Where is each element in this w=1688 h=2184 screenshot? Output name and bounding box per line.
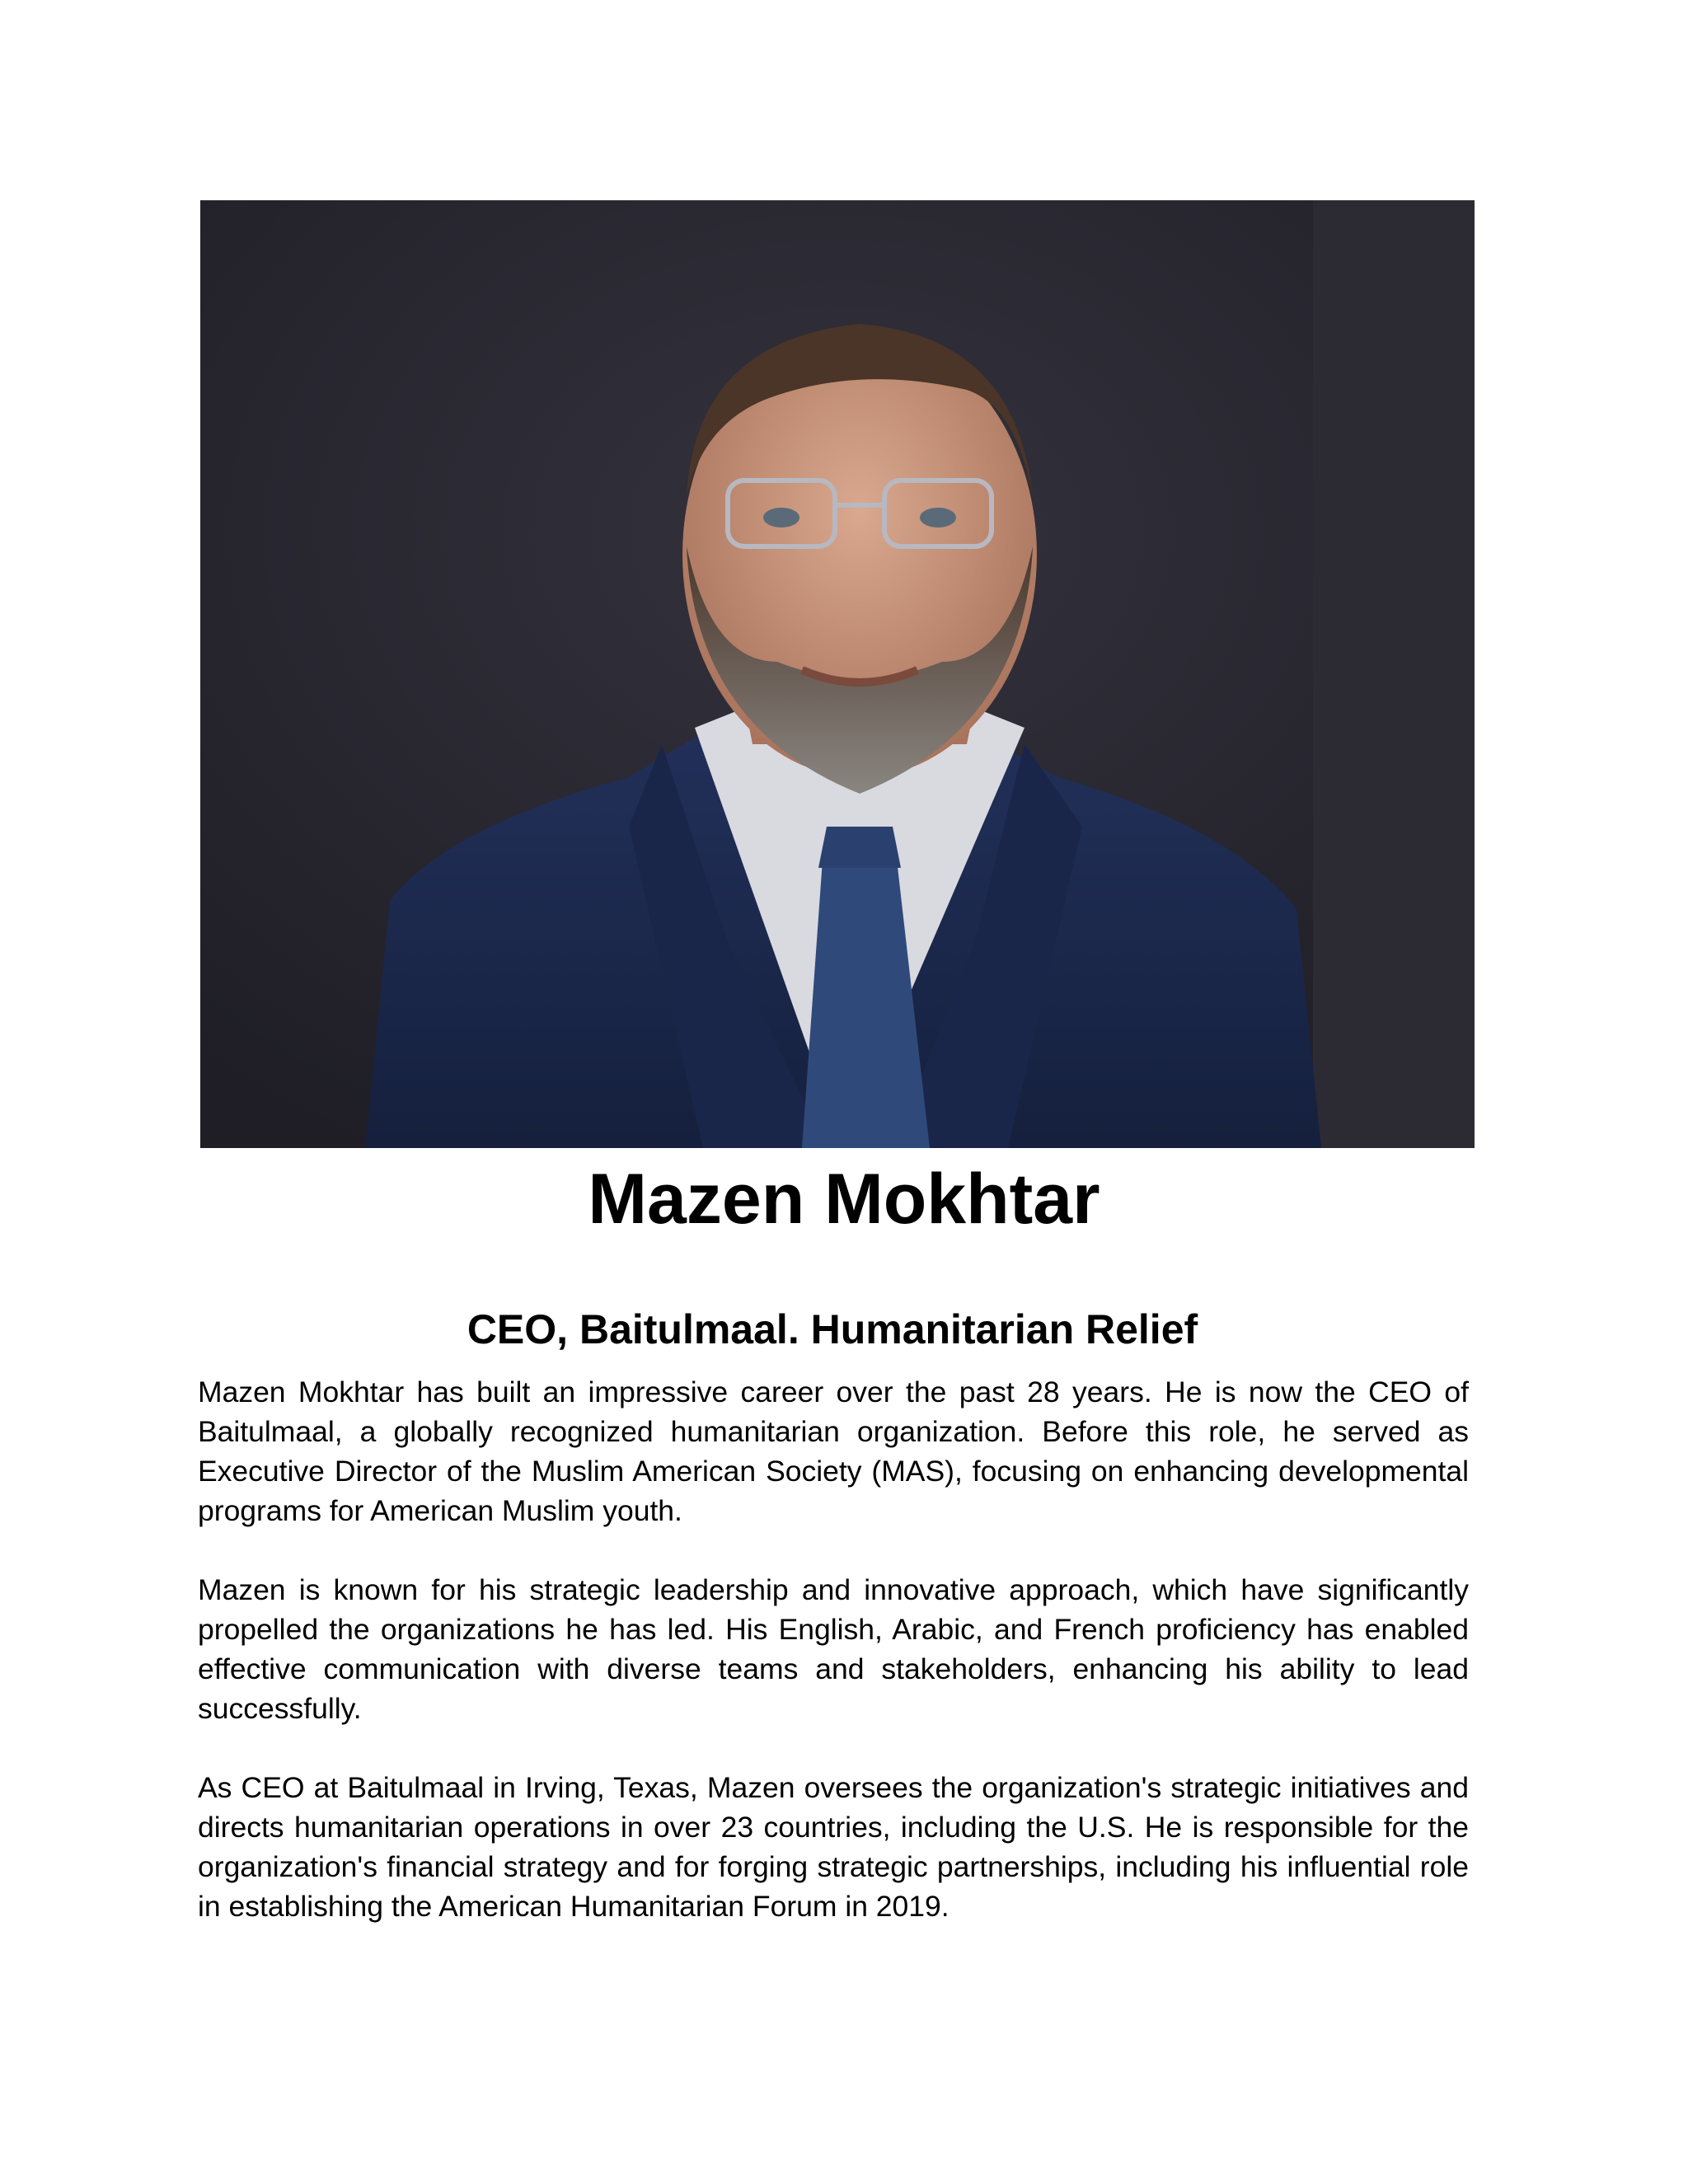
person-name: Mazen Mokhtar — [588, 1160, 1100, 1239]
bio-paragraph: Mazen is known for his strategic leadership and innovative approach, which have significantly propelled the organizations he has led. His English, Arabic, and French proficiency has enabled effective communication with diverse teams and stakeholders, enhancing his ability to lead successfully. — [198, 1573, 1469, 1725]
bio-paragraph: Mazen Mokhtar has built an impressive career over the past 28 years. He is now the CEO of Baitulmaal, a globally recognized humanitarian organization. Before this role, he served as Executive Director of the Muslim American Society (MAS), focusing on enhancing developmental programs for American Muslim youth. — [198, 1376, 1469, 1527]
person-title: CEO, Baitulmaal. Humanitarian Relief — [467, 1306, 1198, 1352]
profile-photo — [200, 200, 1475, 1148]
bio-paragraph: As CEO at Baitulmaal in Irving, Texas, Mazen oversees the organization's strategic initiatives and directs humanitarian operations in over 23 countries, including the U.S. He is responsible for the organization's financial strategy and for forging strategic partnerships, including his influential role in establishing the American Humanitarian Forum in 2019. — [198, 1771, 1469, 1923]
